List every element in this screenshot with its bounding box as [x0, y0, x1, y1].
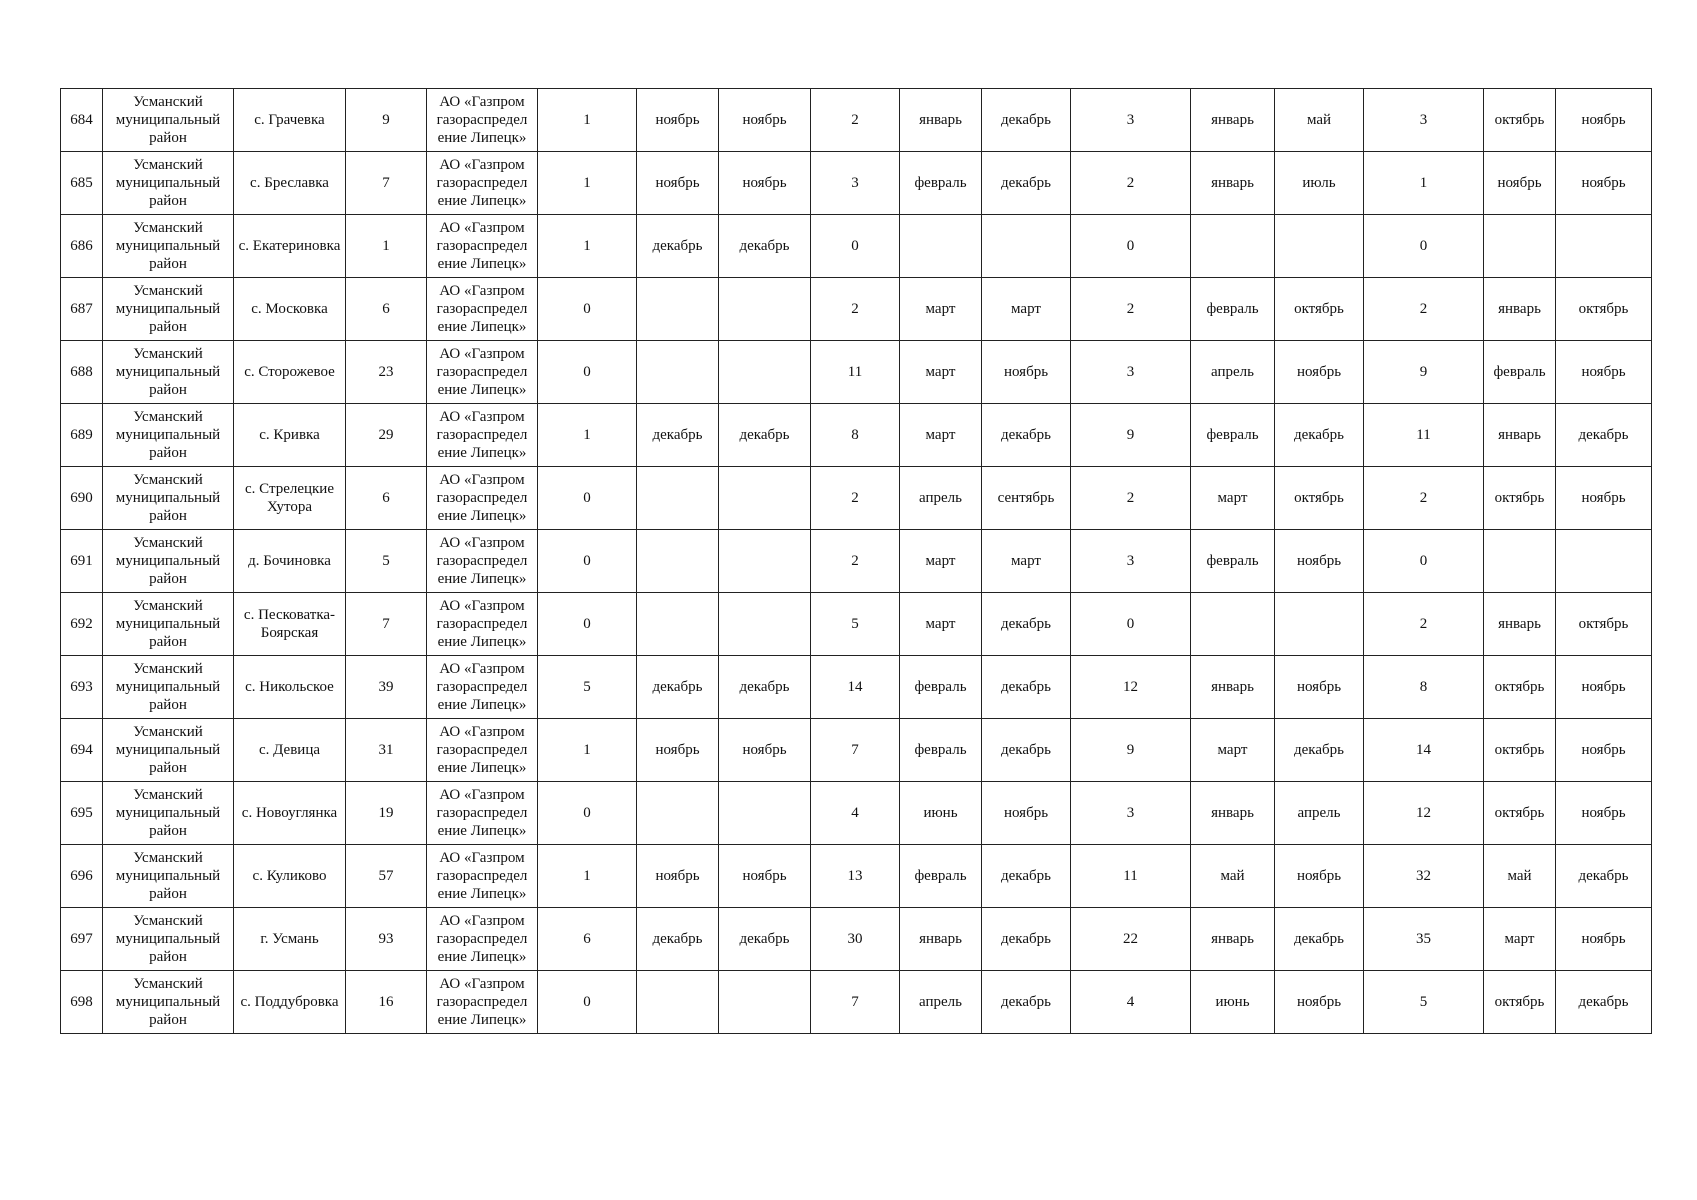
cell-group3-start-month: февраль: [1191, 404, 1275, 467]
cell-group3-start-month: март: [1191, 467, 1275, 530]
cell-group3-end-month: апрель: [1275, 782, 1364, 845]
cell-group4-count: 8: [1364, 656, 1484, 719]
cell-group3-start-month: март: [1191, 719, 1275, 782]
cell-group1-end-month: [719, 341, 811, 404]
cell-group4-count: 2: [1364, 593, 1484, 656]
cell-district: Усманский муниципальный район: [103, 278, 234, 341]
cell-group3-start-month: январь: [1191, 89, 1275, 152]
cell-organization: АО «Газпром газораспредел ение Липецк»: [427, 530, 538, 593]
cell-group1-start-month: [637, 530, 719, 593]
cell-district: Усманский муниципальный район: [103, 782, 234, 845]
cell-total-count: 39: [346, 656, 427, 719]
cell-group4-end-month: ноябрь: [1556, 341, 1652, 404]
cell-group4-end-month: [1556, 215, 1652, 278]
cell-settlement: с. Девица: [234, 719, 346, 782]
cell-group2-start-month: март: [900, 404, 982, 467]
cell-group4-count: 11: [1364, 404, 1484, 467]
cell-group3-start-month: май: [1191, 845, 1275, 908]
cell-group1-end-month: [719, 467, 811, 530]
cell-group3-count: 3: [1071, 89, 1191, 152]
cell-group4-end-month: ноябрь: [1556, 656, 1652, 719]
cell-group4-start-month: [1484, 215, 1556, 278]
cell-group3-count: 11: [1071, 845, 1191, 908]
cell-group1-start-month: декабрь: [637, 404, 719, 467]
cell-group3-end-month: декабрь: [1275, 404, 1364, 467]
cell-group2-end-month: декабрь: [982, 152, 1071, 215]
cell-group4-end-month: [1556, 530, 1652, 593]
cell-group3-end-month: июль: [1275, 152, 1364, 215]
cell-group1-count: 0: [538, 782, 637, 845]
cell-group2-count: 2: [811, 530, 900, 593]
cell-group1-start-month: ноябрь: [637, 89, 719, 152]
cell-group1-count: 1: [538, 152, 637, 215]
cell-settlement: г. Усмань: [234, 908, 346, 971]
cell-group2-start-month: февраль: [900, 719, 982, 782]
cell-group1-start-month: декабрь: [637, 656, 719, 719]
cell-group2-start-month: январь: [900, 908, 982, 971]
cell-group4-count: 0: [1364, 215, 1484, 278]
cell-group1-count: 0: [538, 593, 637, 656]
cell-group3-start-month: [1191, 593, 1275, 656]
cell-organization: АО «Газпром газораспредел ение Липецк»: [427, 845, 538, 908]
table-body: [61, 89, 1652, 1034]
cell-group2-end-month: декабрь: [982, 404, 1071, 467]
cell-total-count: 93: [346, 908, 427, 971]
cell-total-count: 16: [346, 971, 427, 1034]
cell-group1-count: 1: [538, 719, 637, 782]
cell-group2-end-month: декабрь: [982, 908, 1071, 971]
cell-group3-count: 0: [1071, 593, 1191, 656]
cell-total-count: 7: [346, 593, 427, 656]
cell-group1-count: 1: [538, 845, 637, 908]
cell-group3-start-month: январь: [1191, 782, 1275, 845]
cell-group4-start-month: январь: [1484, 278, 1556, 341]
cell-group2-count: 2: [811, 467, 900, 530]
cell-organization: АО «Газпром газораспредел ение Липецк»: [427, 341, 538, 404]
cell-row-number: 696: [61, 845, 103, 908]
cell-row-number: 690: [61, 467, 103, 530]
cell-group2-start-month: февраль: [900, 656, 982, 719]
cell-group4-start-month: октябрь: [1484, 89, 1556, 152]
cell-group1-count: 0: [538, 971, 637, 1034]
cell-group4-count: 5: [1364, 971, 1484, 1034]
cell-group3-end-month: [1275, 593, 1364, 656]
cell-group1-count: 0: [538, 278, 637, 341]
cell-group3-end-month: декабрь: [1275, 908, 1364, 971]
cell-group3-start-month: апрель: [1191, 341, 1275, 404]
cell-group3-end-month: май: [1275, 89, 1364, 152]
cell-row-number: 694: [61, 719, 103, 782]
cell-group1-end-month: [719, 593, 811, 656]
cell-group4-end-month: октябрь: [1556, 278, 1652, 341]
cell-group1-count: 1: [538, 89, 637, 152]
cell-group4-end-month: декабрь: [1556, 971, 1652, 1034]
cell-group2-count: 0: [811, 215, 900, 278]
cell-organization: АО «Газпром газораспредел ение Липецк»: [427, 971, 538, 1034]
cell-row-number: 692: [61, 593, 103, 656]
cell-organization: АО «Газпром газораспредел ение Липецк»: [427, 215, 538, 278]
cell-organization: АО «Газпром газораспредел ение Липецк»: [427, 656, 538, 719]
cell-group4-count: 9: [1364, 341, 1484, 404]
cell-group2-count: 14: [811, 656, 900, 719]
cell-group1-count: 0: [538, 530, 637, 593]
cell-group2-start-month: апрель: [900, 971, 982, 1034]
cell-district: Усманский муниципальный район: [103, 467, 234, 530]
cell-district: Усманский муниципальный район: [103, 341, 234, 404]
cell-district: Усманский муниципальный район: [103, 89, 234, 152]
cell-group1-end-month: [719, 278, 811, 341]
cell-group4-end-month: октябрь: [1556, 593, 1652, 656]
cell-organization: АО «Газпром газораспредел ение Липецк»: [427, 278, 538, 341]
cell-settlement: с. Поддубровка: [234, 971, 346, 1034]
cell-group1-end-month: [719, 782, 811, 845]
cell-row-number: 698: [61, 971, 103, 1034]
table-row: [61, 215, 1652, 278]
cell-group1-end-month: декабрь: [719, 404, 811, 467]
cell-group1-end-month: [719, 971, 811, 1034]
cell-group3-start-month: февраль: [1191, 530, 1275, 593]
cell-settlement: с. Стрелецкие Хутора: [234, 467, 346, 530]
cell-group1-start-month: [637, 971, 719, 1034]
cell-group2-start-month: июнь: [900, 782, 982, 845]
cell-total-count: 19: [346, 782, 427, 845]
cell-group4-start-month: март: [1484, 908, 1556, 971]
cell-group3-end-month: ноябрь: [1275, 971, 1364, 1034]
cell-group2-count: 8: [811, 404, 900, 467]
cell-total-count: 6: [346, 467, 427, 530]
cell-group3-count: 9: [1071, 404, 1191, 467]
cell-group3-count: 12: [1071, 656, 1191, 719]
cell-group3-count: 3: [1071, 782, 1191, 845]
cell-group4-start-month: январь: [1484, 593, 1556, 656]
cell-settlement: с. Никольское: [234, 656, 346, 719]
cell-row-number: 689: [61, 404, 103, 467]
cell-group3-count: 3: [1071, 530, 1191, 593]
cell-group3-count: 4: [1071, 971, 1191, 1034]
cell-group4-start-month: октябрь: [1484, 719, 1556, 782]
cell-settlement: с. Песковатка-Боярская: [234, 593, 346, 656]
table-row: [61, 467, 1652, 530]
cell-group4-end-month: декабрь: [1556, 845, 1652, 908]
cell-settlement: с. Грачевка: [234, 89, 346, 152]
cell-group4-start-month: февраль: [1484, 341, 1556, 404]
cell-group1-end-month: ноябрь: [719, 89, 811, 152]
cell-group1-count: 6: [538, 908, 637, 971]
cell-group3-count: 2: [1071, 278, 1191, 341]
cell-district: Усманский муниципальный район: [103, 971, 234, 1034]
cell-district: Усманский муниципальный район: [103, 152, 234, 215]
cell-group3-start-month: январь: [1191, 152, 1275, 215]
cell-row-number: 693: [61, 656, 103, 719]
cell-group3-end-month: октябрь: [1275, 278, 1364, 341]
cell-group4-start-month: октябрь: [1484, 467, 1556, 530]
cell-settlement: с. Кривка: [234, 404, 346, 467]
cell-district: Усманский муниципальный район: [103, 719, 234, 782]
gasification-schedule-table: [60, 88, 1652, 1034]
cell-group2-start-month: февраль: [900, 845, 982, 908]
cell-row-number: 687: [61, 278, 103, 341]
cell-group3-start-month: январь: [1191, 908, 1275, 971]
cell-group2-end-month: ноябрь: [982, 782, 1071, 845]
cell-group4-start-month: октябрь: [1484, 656, 1556, 719]
cell-group2-start-month: март: [900, 593, 982, 656]
cell-total-count: 31: [346, 719, 427, 782]
cell-total-count: 29: [346, 404, 427, 467]
cell-group1-end-month: декабрь: [719, 656, 811, 719]
cell-group1-start-month: [637, 782, 719, 845]
cell-group4-start-month: октябрь: [1484, 782, 1556, 845]
cell-group4-end-month: ноябрь: [1556, 908, 1652, 971]
cell-group4-start-month: ноябрь: [1484, 152, 1556, 215]
table-row: [61, 971, 1652, 1034]
cell-group4-count: 14: [1364, 719, 1484, 782]
cell-total-count: 1: [346, 215, 427, 278]
cell-group1-start-month: [637, 341, 719, 404]
cell-group2-count: 30: [811, 908, 900, 971]
cell-group2-end-month: декабрь: [982, 89, 1071, 152]
table-row: [61, 908, 1652, 971]
cell-group2-end-month: декабрь: [982, 845, 1071, 908]
cell-group1-start-month: декабрь: [637, 908, 719, 971]
cell-row-number: 688: [61, 341, 103, 404]
cell-group3-count: 2: [1071, 467, 1191, 530]
cell-group4-end-month: ноябрь: [1556, 89, 1652, 152]
cell-district: Усманский муниципальный район: [103, 530, 234, 593]
cell-group2-count: 4: [811, 782, 900, 845]
cell-organization: АО «Газпром газораспредел ение Липецк»: [427, 782, 538, 845]
cell-total-count: 9: [346, 89, 427, 152]
table-row: [61, 152, 1652, 215]
cell-total-count: 57: [346, 845, 427, 908]
cell-group3-count: 3: [1071, 341, 1191, 404]
cell-row-number: 691: [61, 530, 103, 593]
cell-group2-count: 5: [811, 593, 900, 656]
table-row: [61, 845, 1652, 908]
cell-district: Усманский муниципальный район: [103, 404, 234, 467]
cell-group1-start-month: декабрь: [637, 215, 719, 278]
cell-settlement: с. Московка: [234, 278, 346, 341]
cell-total-count: 23: [346, 341, 427, 404]
cell-group4-start-month: май: [1484, 845, 1556, 908]
cell-settlement: с. Новоуглянка: [234, 782, 346, 845]
cell-group3-end-month: октябрь: [1275, 467, 1364, 530]
cell-settlement: д. Бочиновка: [234, 530, 346, 593]
cell-settlement: с. Екатериновка: [234, 215, 346, 278]
cell-group3-start-month: февраль: [1191, 278, 1275, 341]
cell-group3-end-month: ноябрь: [1275, 656, 1364, 719]
cell-group4-count: 2: [1364, 467, 1484, 530]
cell-group3-count: 9: [1071, 719, 1191, 782]
cell-group2-start-month: [900, 215, 982, 278]
table-row: [61, 89, 1652, 152]
cell-group2-count: 7: [811, 719, 900, 782]
cell-group4-start-month: январь: [1484, 404, 1556, 467]
cell-district: Усманский муниципальный район: [103, 908, 234, 971]
cell-group1-count: 1: [538, 215, 637, 278]
table-row: [61, 656, 1652, 719]
cell-total-count: 7: [346, 152, 427, 215]
cell-group2-start-month: февраль: [900, 152, 982, 215]
cell-organization: АО «Газпром газораспредел ение Липецк»: [427, 593, 538, 656]
cell-group2-start-month: январь: [900, 89, 982, 152]
cell-row-number: 697: [61, 908, 103, 971]
cell-row-number: 686: [61, 215, 103, 278]
cell-group1-count: 1: [538, 404, 637, 467]
cell-group2-end-month: март: [982, 530, 1071, 593]
cell-group2-start-month: март: [900, 530, 982, 593]
table-row: [61, 404, 1652, 467]
table-row: [61, 593, 1652, 656]
cell-group1-count: 5: [538, 656, 637, 719]
cell-group4-start-month: [1484, 530, 1556, 593]
cell-group2-end-month: сентябрь: [982, 467, 1071, 530]
cell-organization: АО «Газпром газораспредел ение Липецк»: [427, 152, 538, 215]
cell-organization: АО «Газпром газораспредел ение Липецк»: [427, 404, 538, 467]
cell-group4-count: 35: [1364, 908, 1484, 971]
cell-group4-end-month: ноябрь: [1556, 719, 1652, 782]
cell-total-count: 5: [346, 530, 427, 593]
cell-group4-count: 1: [1364, 152, 1484, 215]
cell-group4-count: 0: [1364, 530, 1484, 593]
cell-group3-end-month: ноябрь: [1275, 845, 1364, 908]
cell-group2-start-month: апрель: [900, 467, 982, 530]
cell-organization: АО «Газпром газораспредел ение Липецк»: [427, 467, 538, 530]
cell-group2-count: 2: [811, 89, 900, 152]
cell-group2-count: 11: [811, 341, 900, 404]
cell-row-number: 684: [61, 89, 103, 152]
cell-group1-start-month: [637, 467, 719, 530]
cell-settlement: с. Сторожевое: [234, 341, 346, 404]
cell-group1-start-month: [637, 593, 719, 656]
cell-total-count: 6: [346, 278, 427, 341]
cell-district: Усманский муниципальный район: [103, 593, 234, 656]
cell-group3-end-month: ноябрь: [1275, 341, 1364, 404]
cell-group4-end-month: декабрь: [1556, 404, 1652, 467]
cell-organization: АО «Газпром газораспредел ение Липецк»: [427, 89, 538, 152]
cell-settlement: с. Куликово: [234, 845, 346, 908]
cell-group2-end-month: март: [982, 278, 1071, 341]
cell-group2-end-month: декабрь: [982, 656, 1071, 719]
cell-group4-count: 3: [1364, 89, 1484, 152]
cell-group3-count: 22: [1071, 908, 1191, 971]
cell-settlement: с. Бреславка: [234, 152, 346, 215]
cell-group4-count: 2: [1364, 278, 1484, 341]
cell-group3-end-month: декабрь: [1275, 719, 1364, 782]
cell-group3-end-month: [1275, 215, 1364, 278]
cell-group1-end-month: [719, 530, 811, 593]
cell-row-number: 685: [61, 152, 103, 215]
cell-group2-end-month: [982, 215, 1071, 278]
cell-group1-end-month: декабрь: [719, 215, 811, 278]
cell-district: Усманский муниципальный район: [103, 215, 234, 278]
cell-group3-start-month: июнь: [1191, 971, 1275, 1034]
cell-group2-end-month: декабрь: [982, 593, 1071, 656]
cell-group2-start-month: март: [900, 278, 982, 341]
cell-group1-count: 0: [538, 467, 637, 530]
cell-group2-count: 13: [811, 845, 900, 908]
cell-group2-end-month: декабрь: [982, 971, 1071, 1034]
cell-group1-start-month: ноябрь: [637, 845, 719, 908]
cell-group4-end-month: ноябрь: [1556, 152, 1652, 215]
cell-group3-start-month: январь: [1191, 656, 1275, 719]
cell-group2-count: 3: [811, 152, 900, 215]
cell-district: Усманский муниципальный район: [103, 656, 234, 719]
cell-group3-count: 2: [1071, 152, 1191, 215]
cell-group3-count: 0: [1071, 215, 1191, 278]
cell-group1-end-month: декабрь: [719, 908, 811, 971]
table-row: [61, 719, 1652, 782]
cell-group4-count: 32: [1364, 845, 1484, 908]
cell-group4-start-month: октябрь: [1484, 971, 1556, 1034]
cell-group3-end-month: ноябрь: [1275, 530, 1364, 593]
cell-group2-start-month: март: [900, 341, 982, 404]
cell-organization: АО «Газпром газораспредел ение Липецк»: [427, 908, 538, 971]
cell-district: Усманский муниципальный район: [103, 845, 234, 908]
cell-group2-count: 2: [811, 278, 900, 341]
cell-organization: АО «Газпром газораспредел ение Липецк»: [427, 719, 538, 782]
table-row: [61, 782, 1652, 845]
cell-group1-end-month: ноябрь: [719, 152, 811, 215]
cell-group1-end-month: ноябрь: [719, 719, 811, 782]
cell-group4-end-month: ноябрь: [1556, 782, 1652, 845]
cell-row-number: 695: [61, 782, 103, 845]
table-row: [61, 530, 1652, 593]
cell-group1-start-month: ноябрь: [637, 719, 719, 782]
cell-group2-end-month: ноябрь: [982, 341, 1071, 404]
table-row: [61, 341, 1652, 404]
table-row: [61, 278, 1652, 341]
cell-group1-start-month: [637, 278, 719, 341]
cell-group2-count: 7: [811, 971, 900, 1034]
cell-group4-end-month: ноябрь: [1556, 467, 1652, 530]
cell-group4-count: 12: [1364, 782, 1484, 845]
cell-group1-start-month: ноябрь: [637, 152, 719, 215]
cell-group3-start-month: [1191, 215, 1275, 278]
cell-group1-end-month: ноябрь: [719, 845, 811, 908]
cell-group2-end-month: декабрь: [982, 719, 1071, 782]
cell-group1-count: 0: [538, 341, 637, 404]
